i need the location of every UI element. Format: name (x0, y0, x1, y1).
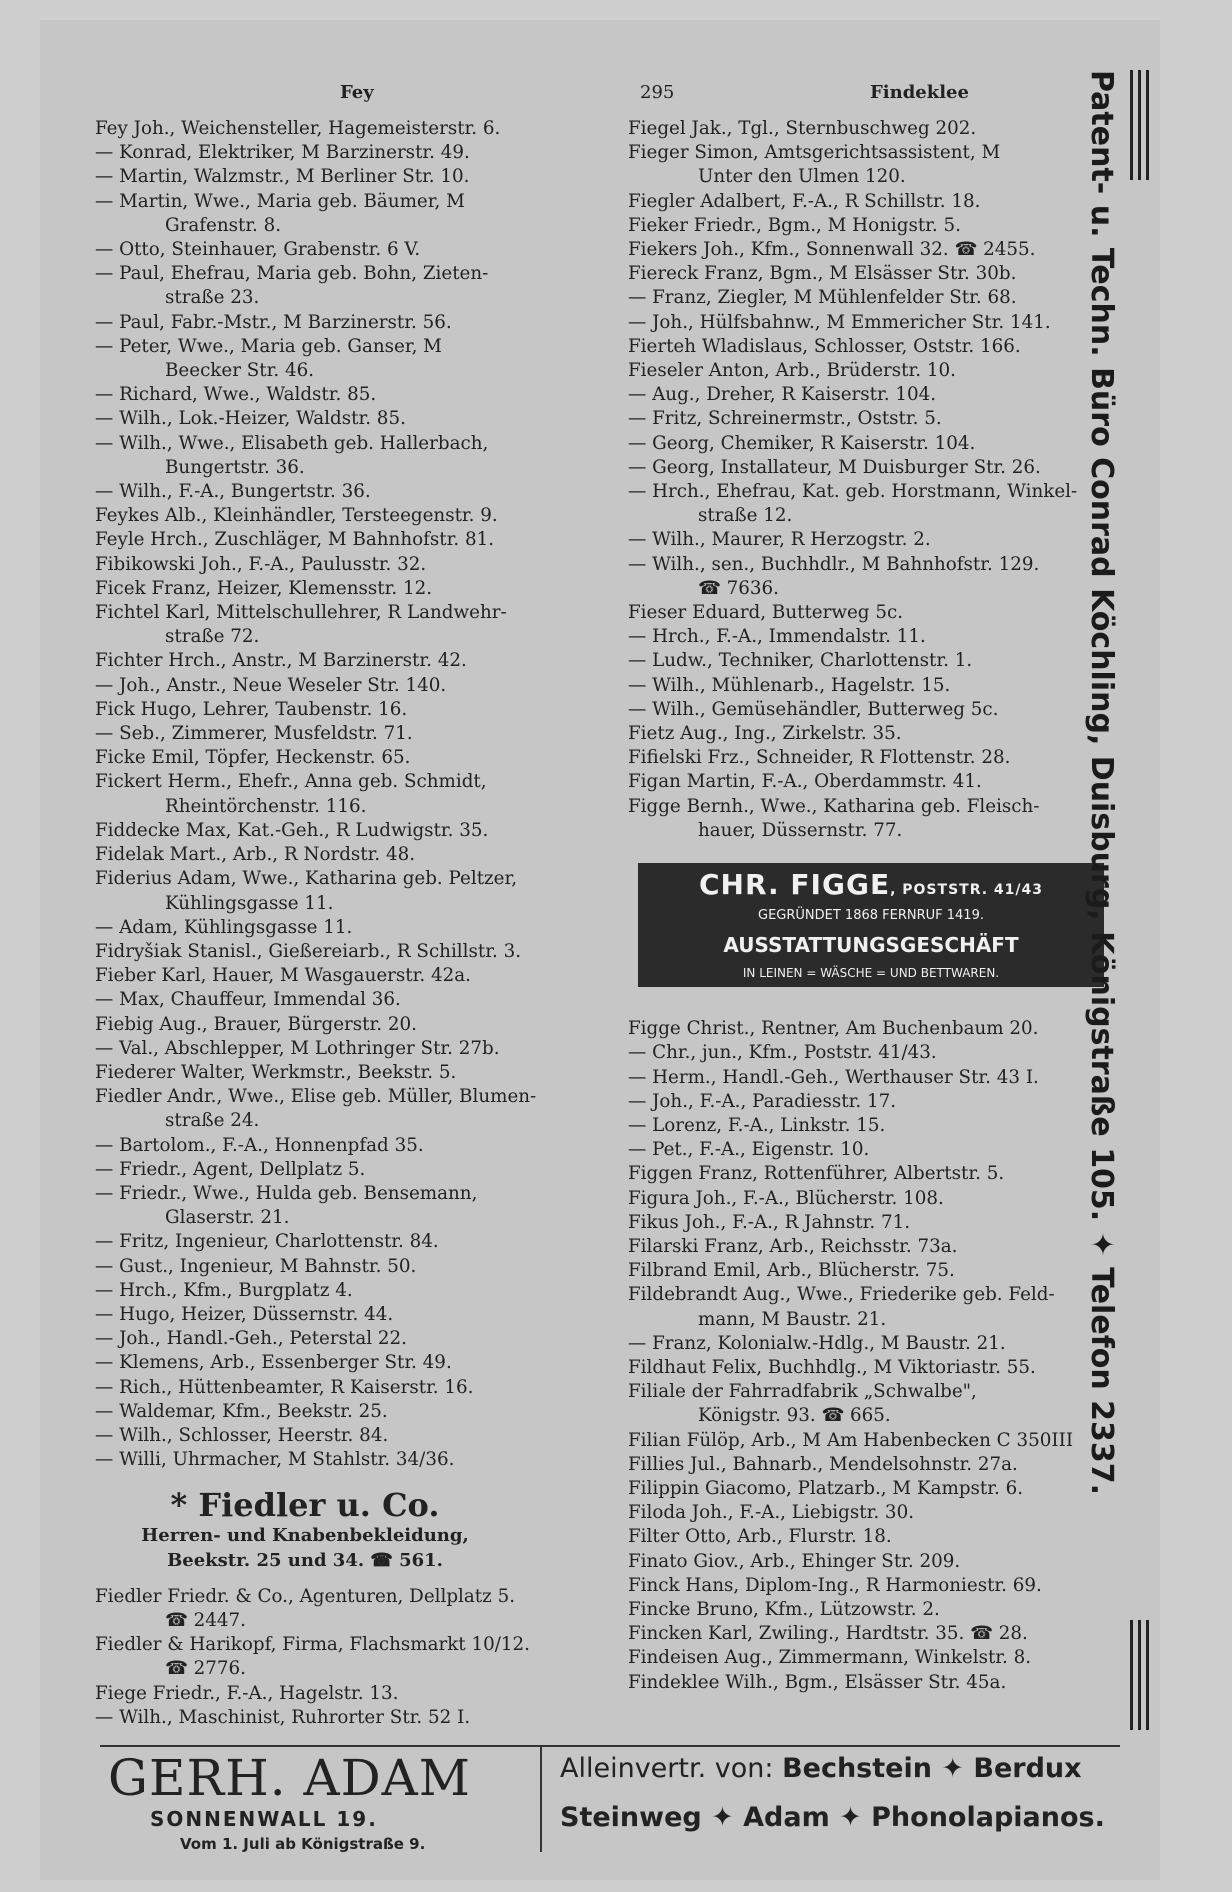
directory-entry: Fidelak Mart., Arb., R Nordstr. 48. (95, 844, 416, 866)
directory-entry: — Bartolom., F.-A., Honnenpfad 35. (95, 1134, 424, 1156)
directory-entry: ☎ 2447. (165, 1609, 246, 1631)
page-number: 295 (640, 82, 675, 103)
page-header (100, 82, 1140, 112)
directory-entry: — Friedr., Agent, Dellplatz 5. (95, 1158, 366, 1180)
directory-entry: hauer, Düssernstr. 77. (698, 819, 903, 841)
directory-entry: straße 72. (165, 626, 260, 648)
directory-entry: Fichtel Karl, Mittelschullehrer, R Landwehr- (95, 602, 507, 624)
directory-entry: Fiedler & Harikopf, Firma, Flachsmarkt 10/12. (95, 1634, 530, 1656)
directory-entry: Fieseler Anton, Arb., Brüderstr. 10. (628, 360, 956, 382)
directory-entry: — Paul, Fabr.-Mstr., M Barzinerstr. 56. (95, 311, 452, 333)
directory-entry: — Wilh., Schlosser, Heerstr. 84. (95, 1424, 389, 1446)
directory-entry: straße 23. (165, 287, 260, 309)
directory-entry: — Otto, Steinhauer, Grabenstr. 6 V. (95, 239, 421, 261)
directory-entry: Fiereck Franz, Bgm., M Elsässer Str. 30b. (628, 263, 1017, 285)
directory-entry: Fildebrandt Aug., Wwe., Friederike geb. Feld- (628, 1284, 1055, 1306)
directory-entry: Finato Giov., Arb., Ehinger Str. 209. (628, 1550, 961, 1572)
directory-entry: — Wilh., Lok.-Heizer, Waldstr. 85. (95, 408, 406, 430)
directory-entry: Fiederer Walter, Werkmstr., Beekstr. 5. (95, 1061, 457, 1083)
directory-entry: Filbrand Emil, Arb., Blücherstr. 75. (628, 1260, 955, 1282)
directory-entry: — Fritz, Schreinermstr., Oststr. 5. (628, 408, 942, 430)
directory-entry: ☎ 7636. (698, 577, 779, 599)
left-column (95, 117, 595, 1730)
directory-entry: Fillies Jul., Bahnarb., Mendelsohnstr. 27a. (628, 1453, 1018, 1475)
directory-entry: — Willi, Uhrmacher, M Stahlstr. 34/36. (95, 1449, 455, 1471)
directory-entry: mann, M Baustr. 21. (698, 1308, 887, 1330)
directory-entry: — Aug., Dreher, R Kaiserstr. 104. (628, 384, 937, 406)
directory-entry: — Hugo, Heizer, Düssernstr. 44. (95, 1303, 394, 1325)
directory-entry: Filian Fülöp, Arb., M Am Habenbecken C 350III (628, 1429, 1074, 1451)
directory-entry: — Hrch., Kfm., Burgplatz 4. (95, 1279, 353, 1301)
directory-entry: Unter den Ulmen 120. (698, 166, 906, 188)
vertical-advertisement: Patent- u. Techn. Büro Conrad Köchling, Duisburg, Königstraße 105. ✦ Telefon 2337. (1084, 70, 1119, 1496)
directory-entry: Finck Hans, Diplom-Ing., R Harmoniestr. 69. (628, 1574, 1042, 1596)
fiedler-ad-line1: Herren- und Knabenbekleidung, (141, 1525, 469, 1547)
footer-company-name: GERH. ADAM (108, 1749, 471, 1807)
directory-entry: — Seb., Zimmerer, Musfeldstr. 71. (95, 723, 413, 745)
directory-entry: — Wilh., sen., Buchhdlr., M Bahnhofstr. 129. (628, 553, 1040, 575)
directory-entry: Figge Christ., Rentner, Am Buchenbaum 20. (628, 1018, 1039, 1040)
figge-advertisement (638, 863, 1104, 987)
directory-entry: Filter Otto, Arb., Flurstr. 18. (628, 1526, 892, 1548)
left-entries-continued (95, 1585, 595, 1730)
directory-entry: Fieser Eduard, Butterweg 5c. (628, 602, 904, 624)
directory-entry: Fieber Karl, Hauer, M Wasgauerstr. 42a. (95, 965, 471, 987)
fiedler-ad-line2: Beekstr. 25 und 34. ☎ 561. (167, 1549, 443, 1571)
directory-entry: — Peter, Wwe., Maria geb. Ganser, M (95, 335, 442, 357)
directory-entry: — Friedr., Wwe., Hulda geb. Bensemann, (95, 1182, 478, 1204)
directory-entry: — Paul, Ehefrau, Maria geb. Bohn, Zieten- (95, 263, 489, 285)
directory-entry: Feykes Alb., Kleinhändler, Tersteegenstr. 9. (95, 505, 498, 527)
directory-entry: Fikus Joh., F.-A., R Jahnstr. 71. (628, 1211, 911, 1233)
directory-entry: — Adam, Kühlingsgasse 11. (95, 916, 353, 938)
footer-advertisement (100, 1745, 1120, 1857)
figge-ad-name-line (638, 868, 1104, 902)
header-right-keyword: Findeklee (870, 82, 969, 103)
vertical-rule-bottom (1120, 1620, 1160, 1730)
directory-entry: Fibikowski Joh., F.-A., Paulusstr. 32. (95, 553, 427, 575)
footer-representation (560, 1753, 1082, 1784)
directory-entry: — Martin, Walzmstr., M Berliner Str. 10. (95, 166, 470, 188)
right-entries (628, 117, 1148, 843)
directory-entry: — Pet., F.-A., Eigenstr. 10. (628, 1139, 870, 1161)
directory-entry: Figura Joh., F.-A., Blücherstr. 108. (628, 1187, 944, 1209)
directory-entry: Fidryšiak Stanisl., Gießereiarb., R Schillstr. 3. (95, 940, 522, 962)
directory-entry: — Gust., Ingenieur, M Bahnstr. 50. (95, 1255, 417, 1277)
directory-entry: — Richard, Wwe., Waldstr. 85. (95, 384, 377, 406)
vertical-rule-top (1120, 70, 1160, 180)
footer-street: SONNENWALL 19. (150, 1807, 378, 1831)
fiedler-ad-title: * Fiedler u. Co. (170, 1486, 440, 1525)
directory-entry: Filoda Joh., F.-A., Liebigstr. 30. (628, 1502, 915, 1524)
directory-entry: straße 12. (698, 505, 793, 527)
directory-entry: Fincken Karl, Zwiling., Hardtstr. 35. ☎ 28. (628, 1623, 1028, 1645)
figge-ad-name: CHR. FIGGE (698, 868, 891, 902)
footer-rep-brands: Bechstein ✦ Berdux (782, 1753, 1082, 1784)
directory-entry: Figan Martin, F.-A., Oberdammstr. 41. (628, 771, 982, 793)
directory-entry: — Georg, Installateur, M Duisburger Str. 26. (628, 456, 1041, 478)
figge-ad-founded: GEGRÜNDET 1868 FERNRUF 1419. (758, 908, 984, 924)
directory-entry: Bungertstr. 36. (165, 456, 305, 478)
figge-ad-address: , POSTSTR. 41/43 (890, 882, 1044, 899)
directory-entry: Fildhaut Felix, Buchhdlg., M Viktoriastr. 55. (628, 1356, 1036, 1378)
directory-entry: — Lorenz, F.-A., Linkstr. 15. (628, 1114, 886, 1136)
directory-entry: — Franz, Kolonialw.-Hdlg., M Baustr. 21. (628, 1332, 1006, 1354)
directory-entry: — Wilh., Maurer, R Herzogstr. 2. (628, 529, 931, 551)
right-entries-continued (628, 1017, 1148, 1695)
directory-entry: — Fritz, Ingenieur, Charlottenstr. 84. (95, 1231, 439, 1253)
directory-entry: Findeisen Aug., Zimmermann, Winkelstr. 8. (628, 1647, 1032, 1669)
directory-entry: Königstr. 93. ☎ 665. (698, 1405, 891, 1427)
directory-entry: — Joh., Hülfsbahnw., M Emmericher Str. 141. (628, 311, 1051, 333)
directory-entry: — Hrch., F.-A., Immendalstr. 11. (628, 626, 926, 648)
page (40, 20, 1160, 1880)
left-entries (95, 117, 595, 1472)
directory-entry: — Rich., Hüttenbeamter, R Kaiserstr. 16. (95, 1376, 474, 1398)
directory-entry: Ficek Franz, Heizer, Klemensstr. 12. (95, 577, 433, 599)
directory-entry: Fiegel Jak., Tgl., Sternbuschweg 202. (628, 118, 977, 139)
directory-entry: — Hrch., Ehefrau, Kat. geb. Horstmann, Winkel- (628, 481, 1078, 503)
directory-entry: Fick Hugo, Lehrer, Taubenstr. 16. (95, 698, 408, 720)
right-column (628, 117, 1148, 1695)
directory-entry: — Konrad, Elektriker, M Barzinerstr. 49. (95, 142, 470, 164)
directory-entry: Fiddecke Max, Kat.-Geh., R Ludwigstr. 35. (95, 819, 489, 841)
directory-entry: — Joh., Anstr., Neue Weseler Str. 140. (95, 674, 447, 696)
directory-entry: straße 24. (165, 1110, 260, 1132)
directory-entry: — Wilh., Maschinist, Ruhrorter Str. 52 I. (95, 1706, 471, 1728)
footer-brands: Steinweg ✦ Adam ✦ Phonolapianos. (560, 1802, 1105, 1833)
directory-entry: Ficke Emil, Töpfer, Heckenstr. 65. (95, 747, 411, 769)
directory-entry: Fiedler Friedr. & Co., Agenturen, Dellplatz 5. (95, 1585, 516, 1607)
directory-entry: — Klemens, Arb., Essenberger Str. 49. (95, 1352, 452, 1374)
directory-entry: Fiekers Joh., Kfm., Sonnenwall 32. ☎ 2455. (628, 239, 1036, 261)
fiedler-advertisement (95, 1486, 515, 1572)
directory-entry: Glaserstr. 21. (165, 1207, 290, 1229)
figge-ad-business: AUSSTATTUNGSGESCHÄFT (723, 932, 1019, 957)
directory-entry: Fichter Hrch., Anstr., M Barzinerstr. 42. (95, 650, 467, 672)
figge-ad-goods: IN LEINEN = WÄSCHE = UND BETTWAREN. (742, 965, 1000, 980)
directory-entry: — Wilh., Wwe., Elisabeth geb. Hallerbach, (95, 432, 489, 454)
directory-entry: Fiderius Adam, Wwe., Katharina geb. Peltzer, (95, 868, 518, 890)
directory-entry: Fiege Friedr., F.-A., Hagelstr. 13. (95, 1682, 399, 1704)
directory-entry: — Herm., Handl.-Geh., Werthauser Str. 43 I. (628, 1066, 1039, 1088)
directory-entry: Figgen Franz, Rottenführer, Albertstr. 5. (628, 1163, 1005, 1185)
directory-entry: — Ludw., Techniker, Charlottenstr. 1. (628, 650, 973, 672)
directory-entry: Findeklee Wilh., Bgm., Elsässer Str. 45a. (628, 1671, 1007, 1693)
directory-entry: Fickert Herm., Ehefr., Anna geb. Schmidt, (95, 771, 487, 793)
directory-entry: — Wilh., Mühlenarb., Hagelstr. 15. (628, 674, 951, 696)
directory-entry: Fierteh Wladislaus, Schlosser, Oststr. 166. (628, 335, 1021, 357)
directory-entry: ☎ 2776. (165, 1658, 246, 1680)
directory-entry: — Wilh., Gemüsehändler, Butterweg 5c. (628, 698, 999, 720)
directory-entry: Fieker Friedr., Bgm., M Honigstr. 5. (628, 214, 961, 236)
footer-rep-prefix: Alleinvertr. von: (560, 1753, 774, 1784)
directory-entry: — Chr., jun., Kfm., Poststr. 41/43. (628, 1042, 937, 1064)
footer-divider (540, 1747, 542, 1852)
directory-entry: — Martin, Wwe., Maria geb. Bäumer, M (95, 190, 465, 212)
directory-entry: Filippin Giacomo, Platzarb., M Kampstr. 6. (628, 1477, 1024, 1499)
directory-entry: Fietz Aug., Ing., Zirkelstr. 35. (628, 723, 902, 745)
directory-entry: Filarski Franz, Arb., Reichsstr. 73a. (628, 1235, 958, 1257)
directory-entry: Grafenstr. 8. (165, 214, 282, 236)
directory-entry: — Val., Abschlepper, M Lothringer Str. 27b. (95, 1037, 500, 1059)
directory-entry: Fey Joh., Weichensteller, Hagemeisterstr. 6. (95, 118, 501, 139)
directory-entry: — Joh., Handl.-Geh., Peterstal 22. (95, 1328, 407, 1350)
directory-entry: Fifielski Frz., Schneider, R Flottenstr. 28. (628, 747, 1011, 769)
directory-entry: Fiebig Aug., Brauer, Bürgerstr. 20. (95, 1013, 417, 1035)
directory-entry: Rheintörchenstr. 116. (165, 795, 367, 817)
header-left-keyword: Fey (340, 82, 374, 103)
directory-entry: — Max, Chauffeur, Immendal 36. (95, 989, 401, 1011)
directory-entry: Fincke Bruno, Kfm., Lützowstr. 2. (628, 1598, 940, 1620)
directory-entry: — Franz, Ziegler, M Mühlenfelder Str. 68. (628, 287, 1017, 309)
directory-entry: — Waldemar, Kfm., Beekstr. 25. (95, 1400, 388, 1422)
directory-entry: Kühlingsgasse 11. (165, 892, 334, 914)
directory-entry: Figge Bernh., Wwe., Katharina geb. Fleisch- (628, 795, 1040, 817)
directory-entry: Beecker Str. 46. (165, 360, 315, 382)
directory-entry: — Joh., F.-A., Paradiesstr. 17. (628, 1090, 897, 1112)
directory-entry: Fiegler Adalbert, F.-A., R Schillstr. 18. (628, 190, 981, 212)
directory-entry: — Georg, Chemiker, R Kaiserstr. 104. (628, 432, 976, 454)
directory-entry: — Wilh., F.-A., Bungertstr. 36. (95, 481, 371, 503)
footer-move-note: Vom 1. Juli ab Königstraße 9. (180, 1835, 426, 1853)
directory-entry: Fieger Simon, Amtsgerichtsassistent, M (628, 142, 1001, 164)
directory-entry: Fiedler Andr., Wwe., Elise geb. Müller, Blumen- (95, 1086, 537, 1108)
directory-entry: Feyle Hrch., Zuschläger, M Bahnhofstr. 81. (95, 529, 495, 551)
directory-entry: Filiale der Fahrradfabrik „Schwalbe", (628, 1381, 977, 1403)
